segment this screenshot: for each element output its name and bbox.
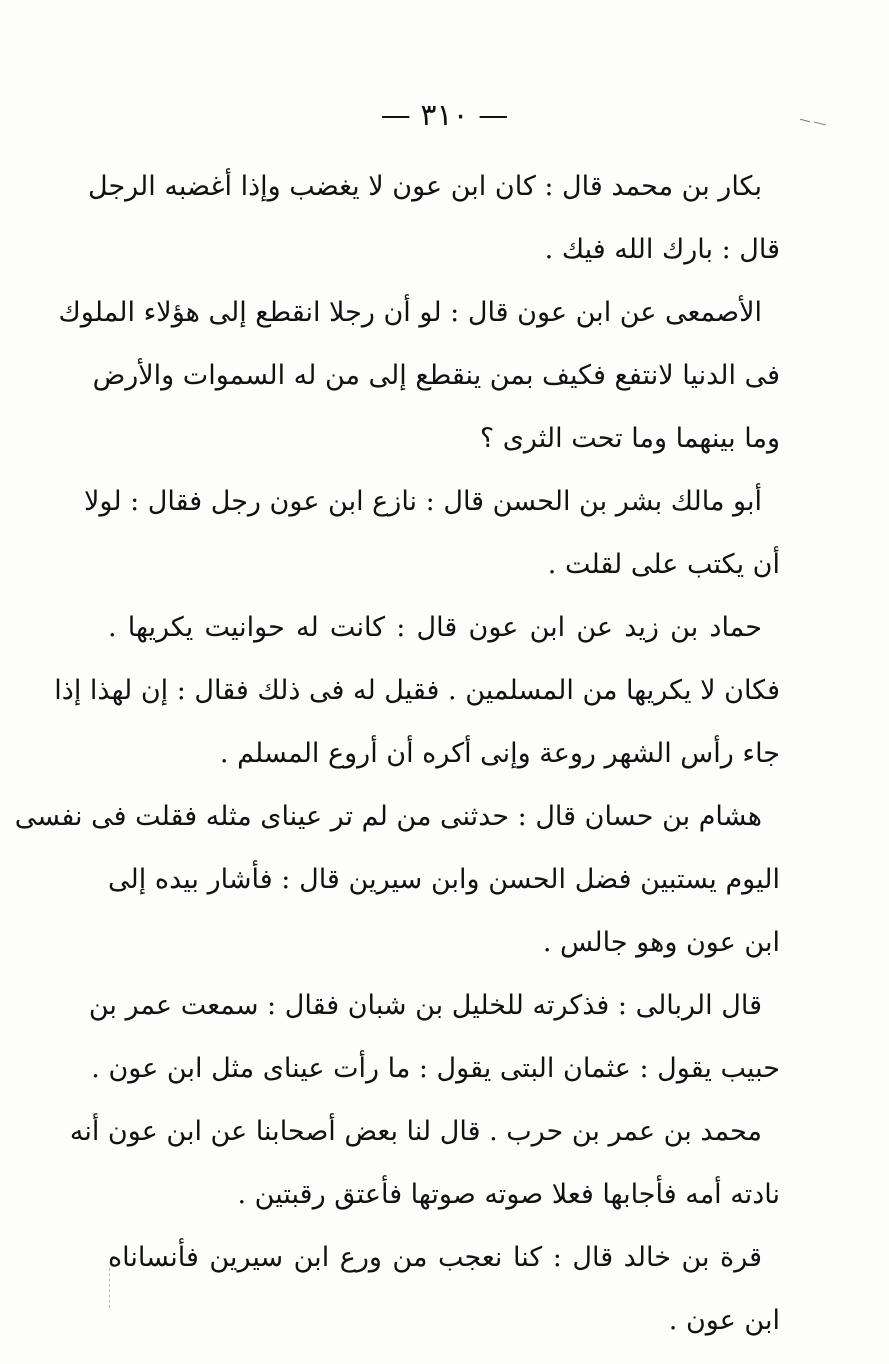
text-line: محمد بن عمر بن حرب . قال لنا بعض أصحابنا عن ابن عون أنه xyxy=(69,1116,762,1147)
text-line: قرة بن خالد قال : كنا نعجب من ورع ابن سيرين فأنساناه xyxy=(108,1242,762,1273)
text-line: هشام بن حسان قال : حدثنى من لم تر عيناى مثله فقلت فى نفسى xyxy=(14,801,762,832)
text-line: فكان لا يكريها من المسلمين . فقيل له فى ذلك فقال : إن لهذا إذا xyxy=(54,675,780,706)
text-line: جاء رأس الشهر روعة وإنى أكره أن أروع المسلم . xyxy=(219,738,780,769)
text-line: وما بينهما وما تحت الثرى ؟ xyxy=(479,423,780,454)
text-line: الأصمعى عن ابن عون قال : لو أن رجلا انقطع إلى هؤلاء الملوك xyxy=(58,297,762,328)
text-line: بكار بن محمد قال : كان ابن عون لا يغضب وإذا أغضبه الرجل xyxy=(88,171,762,202)
text-line: قال : بارك الله فيك . xyxy=(544,234,780,265)
text-line: نادته أمه فأجابها فعلا صوته صوتها فأعتق رقبتين . xyxy=(237,1179,780,1210)
text-line: ابن عون . xyxy=(668,1305,780,1336)
text-line: حبيب يقول : عثمان البتى يقول : ما رأت عيناى مثل ابن عون . xyxy=(91,1053,780,1084)
page-number: — ٣١٠ — xyxy=(380,98,509,133)
text-line: حماد بن زيد عن ابن عون قال : كانت له حوانيت يكريها . xyxy=(108,612,762,643)
text-line: ابن عون وهو جالس . xyxy=(542,927,780,958)
text-line: فى الدنيا لانتفع فكيف بمن ينقطع إلى من له السموات والأرض xyxy=(92,360,780,391)
text-line: اليوم يستبين فضل الحسن وابن سيرين قال : فأشار بيده إلى xyxy=(108,864,780,895)
text-line: أن يكتب على لقلت . xyxy=(547,549,780,580)
margin-rule xyxy=(109,1268,111,1308)
text-line: أبو مالك بشر بن الحسن قال : نازع ابن عون رجل فقال : لولا xyxy=(83,486,762,517)
text-line: قال الربالى : فذكرته للخليل بن شبان فقال : سمعت عمر بن xyxy=(88,990,762,1021)
body-text xyxy=(14,155,780,1352)
